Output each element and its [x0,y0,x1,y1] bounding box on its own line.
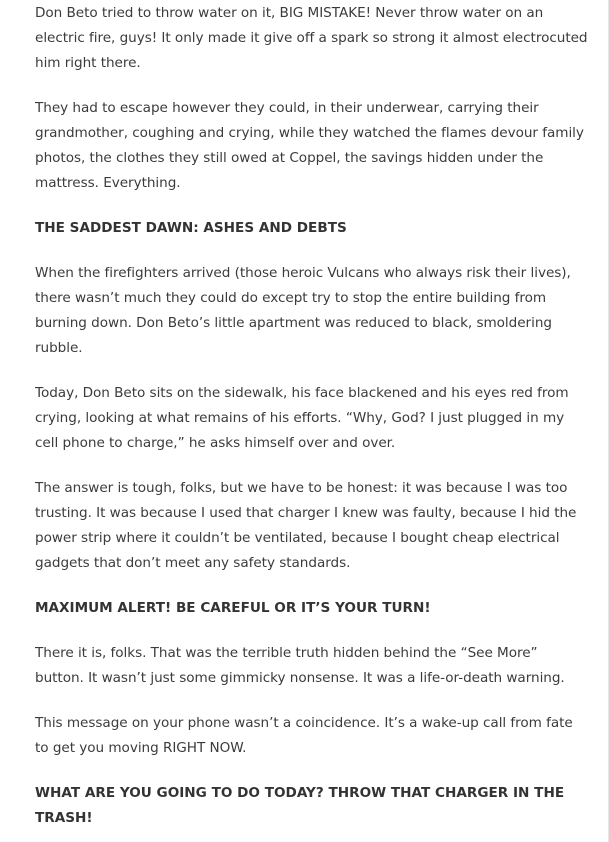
paragraph-water-mistake: Don Beto tried to throw water on it, BIG MISTAKE! Never throw water on an electric fire, guys! It only made it give off a spark so strong it almost electrocuted him right there. [35,5,588,71]
paragraph-wake-up-call: This message on your phone wasn’t a coincidence. It’s a wake-up call from fate to get you moving RIGHT NOW. [35,715,573,756]
paragraph-escape: They had to escape however they could, in their underwear, carrying their grandmother, coughing and crying, while they watched the flames devour family photos, the clothes they still owed at Coppel, the savings hidden under the mattress. Everything. [35,100,584,191]
heading-saddest-dawn: THE SADDEST DAWN: ASHES AND DEBTS [35,220,347,236]
paragraph-see-more-truth: There it is, folks. That was the terrible truth hidden behind the “See More” button. It wasn’t just some gimmicky nonsense. It was a life-or-death warning. [35,645,565,686]
heading-call-to-action: WHAT ARE YOU GOING TO DO TODAY? THROW THAT CHARGER IN THE TRASH! [35,785,565,826]
paragraph-answer: The answer is tough, folks, but we have to be honest: it was because I was too trusting. It was because I used that charger I knew was faulty, because I hid the power strip where it couldn’t be ventilated, because I bought cheap electrical gadgets that don’t meet any safety standards. [35,480,577,571]
paragraph-firefighters: When the firefighters arrived (those heroic Vulcans who always risk their lives), there wasn’t much they could do except try to stop the entire building from burning down. Don Beto’s little apartment was reduced to black, smoldering rubble. [35,265,571,356]
heading-maximum-alert: MAXIMUM ALERT! BE CAREFUL OR IT’S YOUR TURN! [35,600,431,616]
article-body [35,0,590,831]
paragraph-sidewalk: Today, Don Beto sits on the sidewalk, his face blackened and his eyes red from crying, looking at what remains of his efforts. “Why, God? I just plugged in my cell phone to charge,” he asks himself over and over. [35,385,569,451]
